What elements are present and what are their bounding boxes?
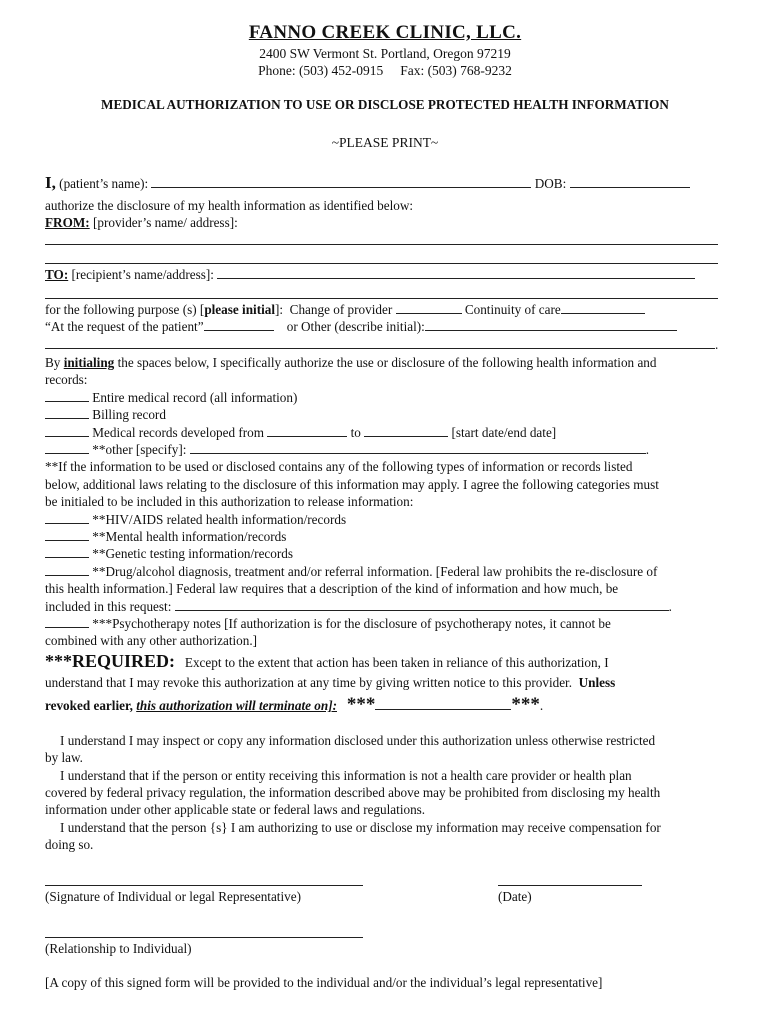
- initialing-prefix: By: [45, 355, 64, 370]
- initialing-line-2: records:: [45, 372, 88, 387]
- statement-2c: information under other applicable state or federal laws and regulations.: [45, 802, 426, 817]
- dob-label: DOB:: [534, 176, 567, 191]
- developed-to-label: to: [350, 425, 361, 440]
- special-drug-3: included in this request: .: [45, 599, 672, 614]
- mental-initial[interactable]: [45, 528, 89, 541]
- record-billing: [45, 406, 166, 423]
- developed-label: Medical records developed from: [92, 425, 265, 440]
- required-unless: Unless: [578, 675, 616, 690]
- i-label: I,: [45, 173, 56, 192]
- from-row: [45, 214, 238, 231]
- clinic-address: 2400 SW Vermont St. Portland, Oregon 97219: [259, 46, 511, 61]
- hiv-label: **HIV/AIDS related health information/records: [92, 512, 347, 527]
- psych-initial[interactable]: [45, 615, 89, 628]
- purpose-label-end: ]:: [275, 302, 284, 317]
- genetic-label: **Genetic testing information/records: [92, 546, 293, 561]
- to-field[interactable]: [217, 266, 695, 279]
- change-provider-label: Change of provider: [289, 302, 393, 317]
- form-title: MEDICAL AUTHORIZATION TO USE OR DISCLOSE PROTECTED HEALTH INFORMATION: [101, 97, 669, 112]
- dob-field[interactable]: [570, 175, 690, 188]
- change-provider-initial[interactable]: [396, 301, 462, 314]
- stars-close: ***: [511, 694, 540, 715]
- statement-1a: I understand I may inspect or copy any information disclosed under this authorization unless otherwise restricted: [60, 733, 656, 748]
- clinic-phone: Phone: (503) 452-0915: [258, 63, 384, 78]
- from-field-line-2[interactable]: [45, 263, 718, 264]
- required-row-3: revoked earlier, this authorization will terminate on]: *** ***.: [45, 694, 544, 715]
- record-entire: [45, 389, 297, 406]
- signature-line[interactable]: [45, 885, 363, 886]
- to-row: [45, 266, 695, 283]
- to-label: TO:: [45, 267, 69, 282]
- special-hiv: [45, 511, 346, 528]
- initialing-rest: the spaces below, I specifically authorize the use or disclosure of the following health information and: [114, 355, 657, 370]
- continuity-initial[interactable]: [561, 301, 645, 314]
- please-print: ~PLEASE PRINT~: [331, 135, 439, 150]
- required-text-2: understand that I may revoke this authorization at any time by giving written notice to this provider.: [45, 675, 573, 690]
- other-purpose-label: or Other (describe initial):: [286, 319, 425, 334]
- drug-request-label: included in this request:: [45, 599, 172, 614]
- statement-2b: covered by federal privacy regulation, the information described above may be prohibited from disclosing my health: [45, 785, 661, 800]
- billing-initial[interactable]: [45, 406, 89, 419]
- request-patient-label: “At the request of the patient”: [45, 319, 204, 334]
- special-drug: [45, 563, 657, 580]
- special-intro-1: **If the information to be used or disclosed contains any of the following types of information or records listed: [45, 459, 633, 474]
- purpose-row-1: [45, 301, 645, 318]
- genetic-initial[interactable]: [45, 545, 89, 558]
- required-row-2: [45, 674, 615, 691]
- purpose-please-initial: please initial: [204, 302, 276, 317]
- statement-1b: by law.: [45, 750, 83, 765]
- special-mental: [45, 528, 286, 545]
- statement-3a: I understand that the person {s} I am authorizing to use or disclose my information may receive compensation for: [60, 820, 661, 835]
- date-label: (Date): [498, 889, 532, 904]
- other-record-field[interactable]: [190, 441, 646, 454]
- stars-open: ***: [346, 694, 376, 715]
- entire-label: Entire medical record (all information): [92, 390, 298, 405]
- other-record-initial[interactable]: [45, 441, 89, 454]
- relationship-line[interactable]: [45, 937, 363, 938]
- record-other: **other [specify]: .: [45, 441, 649, 458]
- patient-name-row: [45, 174, 690, 192]
- purpose-row-2: [45, 318, 677, 335]
- from-field-line-1[interactable]: [45, 244, 718, 245]
- required-label: ***REQUIRED:: [45, 651, 176, 671]
- initialing-keyword: initialing: [63, 355, 115, 370]
- mental-label: **Mental health information/records: [92, 529, 287, 544]
- to-field-line-2[interactable]: [45, 298, 718, 299]
- to-text: [recipient’s name/address]:: [71, 267, 214, 282]
- continuity-label: Continuity of care: [464, 302, 561, 317]
- relationship-label: (Relationship to Individual): [45, 941, 192, 956]
- required-row-1: [45, 653, 609, 671]
- other-purpose-field[interactable]: [425, 318, 677, 331]
- end-date-field[interactable]: [364, 424, 448, 437]
- special-psych: [45, 615, 611, 632]
- drug-label: **Drug/alcohol diagnosis, treatment and/or referral information. [Federal law prohibits the re-disclosure of: [92, 564, 658, 579]
- drug-request-field[interactable]: [175, 598, 669, 611]
- special-genetic: [45, 545, 293, 562]
- other-purpose-line-2[interactable]: [45, 348, 715, 349]
- special-intro-2: below, additional laws relating to the disclosure of this information may apply. I agree the following categories must: [45, 477, 659, 492]
- special-psych-2: combined with any other authorization.]: [45, 633, 258, 648]
- psych-label: ***Psychotherapy notes [If authorization is for the disclosure of psychotherapy notes, it cannot be: [92, 616, 611, 631]
- drug-initial[interactable]: [45, 563, 89, 576]
- terminate-on-label: this authorization will terminate on]:: [136, 698, 337, 713]
- request-patient-initial[interactable]: [204, 318, 274, 331]
- hiv-initial[interactable]: [45, 511, 89, 524]
- billing-label: Billing record: [92, 407, 166, 422]
- termination-date-field[interactable]: [375, 697, 511, 710]
- developed-initial[interactable]: [45, 424, 89, 437]
- required-text-1: Except to the extent that action has been taken in reliance of this authorization, I: [184, 655, 609, 670]
- clinic-fax: Fax: (503) 768-9232: [400, 63, 512, 78]
- other-record-label: **other [specify]:: [92, 442, 187, 457]
- statement-3b: doing so.: [45, 837, 94, 852]
- special-drug-2: this health information.] Federal law requires that a description of the kind of information and how much, be: [45, 581, 619, 596]
- date-range-label: [start date/end date]: [451, 425, 557, 440]
- clinic-name: FANNO CREEK CLINIC, LLC.: [248, 22, 522, 43]
- from-label: FROM:: [45, 215, 90, 230]
- initialing-line-1: [45, 354, 657, 371]
- clinic-contact: [0, 63, 770, 79]
- revoked-earlier: revoked earlier,: [45, 698, 133, 713]
- patient-name-label: (patient’s name):: [59, 176, 149, 191]
- purpose-label: for the following purpose (s) [: [45, 302, 205, 317]
- record-developed: [45, 424, 556, 441]
- from-text: [provider’s name/ address]:: [92, 215, 238, 230]
- start-date-field[interactable]: [267, 424, 347, 437]
- authorize-text: authorize the disclosure of my health information as identified below:: [45, 198, 414, 213]
- copy-note: [A copy of this signed form will be provided to the individual and/or the individual’s legal representative]: [45, 975, 603, 990]
- special-intro-3: be initialed to be included in this authorization to release information:: [45, 494, 414, 509]
- period-mark: .: [715, 337, 719, 352]
- patient-name-field[interactable]: [151, 175, 531, 188]
- statement-2a: I understand that if the person or entity receiving this information is not a health care provider or health plan: [60, 768, 632, 783]
- signature-label: (Signature of Individual or legal Representative): [45, 889, 301, 904]
- entire-initial[interactable]: [45, 389, 89, 402]
- date-line[interactable]: [498, 885, 642, 886]
